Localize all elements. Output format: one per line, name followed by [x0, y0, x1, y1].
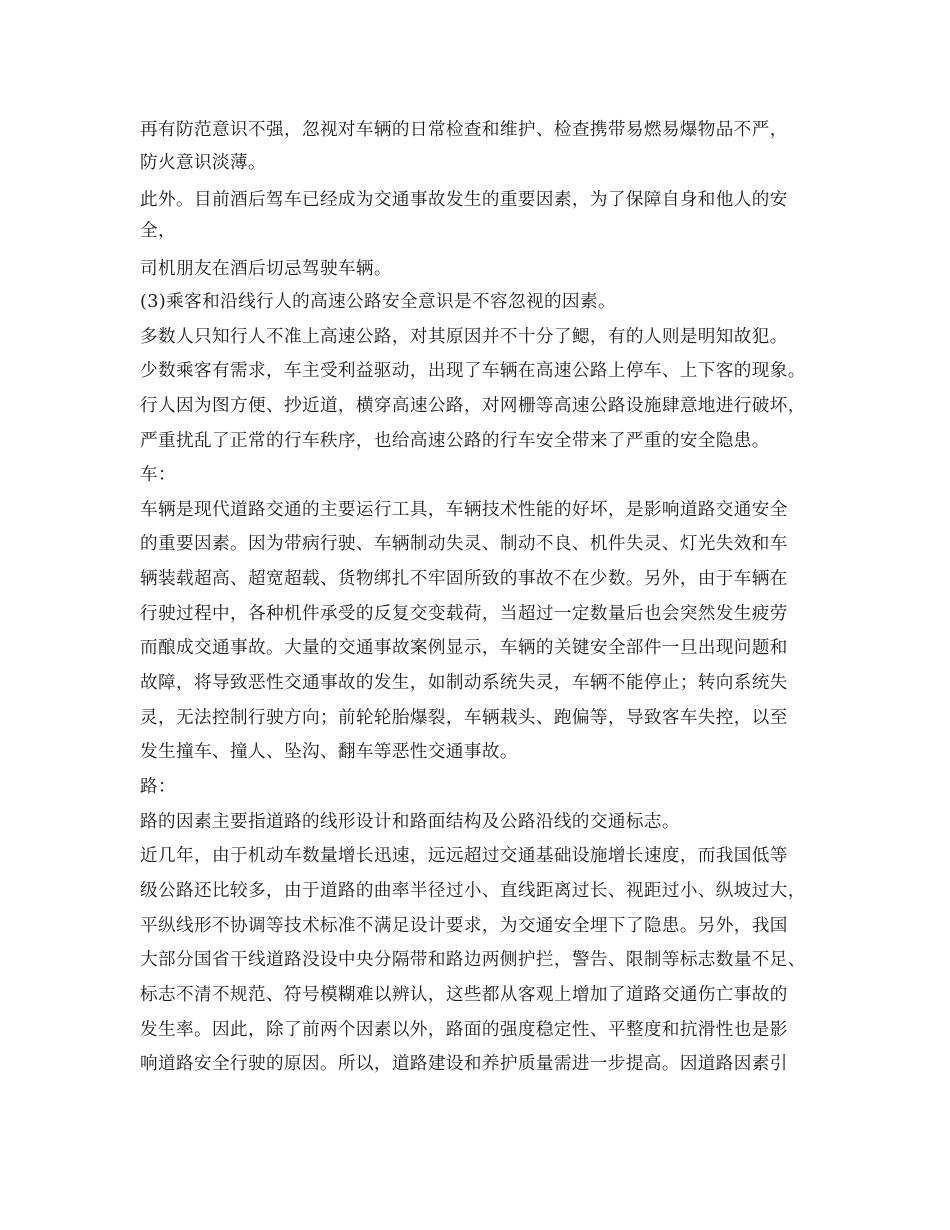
text-line: 发生率。因此，除了前两个因素以外，路面的强度稳定性、平整度和抗滑性也是影: [140, 1020, 788, 1040]
text-line: 近几年，由于机动车数量增长迅速，远远超过交通基础设施增长速度，而我国低等: [140, 846, 788, 866]
text-line: 平纵线形不协调等技术标准不满足设计要求，为交通安全埋下了隐患。另外，我国: [140, 916, 788, 936]
text-line: 行驶过程中，各种机件承受的反复交变载荷，当超过一定数量后也会突然发生疲劳: [140, 604, 788, 624]
text-line: 大部分国省干线道路没设中央分隔带和路边两侧护拦，警告、限制等标志数量不足、: [140, 950, 806, 970]
text-line: 的重要因素。因为带病行驶、车辆制动失灵、制动不良、机件失灵、灯光失效和车: [140, 534, 788, 554]
text-line: 辆装载超高、超宽超载、货物绑扎不牢固所致的事故不在少数。另外，由于车辆在: [140, 569, 788, 589]
text-line: 此外。目前酒后驾车已经成为交通事故发生的重要因素，为了保障自身和他人的安: [140, 190, 788, 210]
text-line: 车辆是现代道路交通的主要运行工具，车辆技术性能的好坏，是影响道路交通安全: [140, 500, 788, 520]
text-line: 灵，无法控制行驶方向；前轮轮胎爆裂，车辆栽头、跑偏等，导致客车失控，以至: [140, 708, 788, 728]
text-line: 少数乘客有需求，车主受利益驱动，出现了车辆在高速公路上停车、上下客的现象。: [140, 361, 806, 381]
text-line: 司机朋友在酒后切忌驾驶车辆。: [140, 259, 392, 279]
text-line: (3)乘客和沿线行人的高速公路安全意识是不容忽视的因素。: [140, 292, 616, 312]
text-line: 多数人只知行人不准上高速公路，对其原因并不十分了鳃，有的人则是明知故犯。: [140, 327, 788, 347]
section-heading-car: 车：: [140, 465, 176, 485]
text-line: 而酿成交通事故。大量的交通事故案例显示，车辆的关键安全部件一旦出现问题和: [140, 638, 788, 658]
text-line: 标志不清不规范、符号模糊难以辨认，这些都从客观上增加了道路交通伤亡事故的: [140, 985, 788, 1005]
section-heading-road: 路：: [140, 777, 176, 797]
text-line: 响道路安全行驶的原因。所以，道路建设和养护质量需进一步提高。因道路因素引: [140, 1054, 788, 1074]
text-line: 发生撞车、撞人、坠沟、翻车等恶性交通事故。: [140, 742, 518, 762]
text-line: 全，: [140, 221, 176, 241]
text-line: 路的因素主要指道路的线形设计和路面结构及公路沿线的交通标志。: [140, 812, 680, 832]
text-line: 行人因为图方便、抄近道，横穿高速公路，对网栅等高速公路设施肆意地进行破坏，: [140, 396, 806, 416]
text-line: 严重扰乱了正常的行车秩序，也给高速公路的行车安全带来了严重的安全隐患。: [140, 431, 770, 451]
text-line: 防火意识淡薄。: [140, 153, 266, 173]
text-line: 再有防范意识不强，忽视对车辆的日常检查和维护、检查携带易燃易爆物品不严，: [140, 120, 788, 140]
text-line: 级公路还比较多，由于道路的曲率半径过小、直线距离过长、视距过小、纵坡过大，: [140, 881, 806, 901]
text-line: 故障，将导致恶性交通事故的发生，如制动系统失灵，车辆不能停止；转向系统失: [140, 673, 788, 693]
